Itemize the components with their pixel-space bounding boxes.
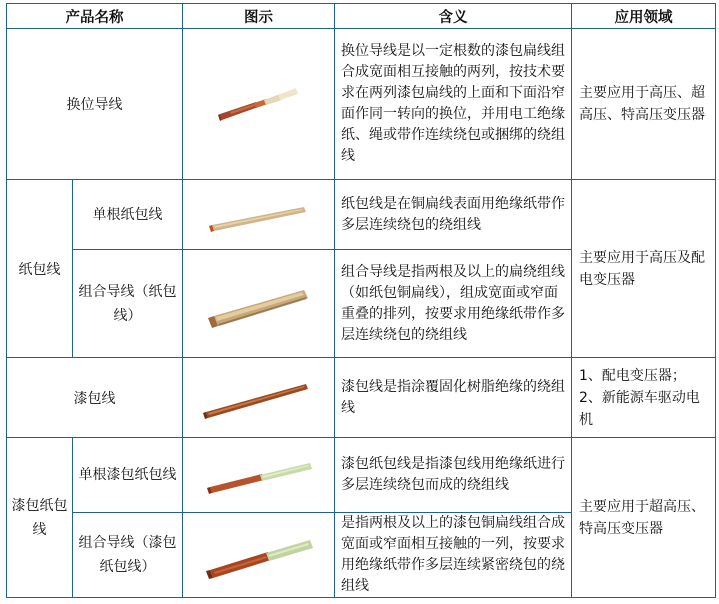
product-name-enameled-paper-combined: 组合导线（漆包纸包线） (73, 513, 183, 598)
product-name-paper-single: 单根纸包线 (73, 180, 183, 250)
table-row-transposed (7, 29, 716, 180)
application-enameled-line-2: 2、新能源车驱动电机 (579, 389, 700, 428)
group-name-enameled-paper: 漆包纸包线 (7, 438, 73, 598)
application-paper: 主要应用于高压及配电变压器 (572, 180, 716, 358)
table-row-paper-single (7, 180, 716, 250)
header-row (7, 4, 716, 29)
table-row-enameled (7, 358, 716, 438)
header-meaning: 含义 (335, 4, 572, 29)
enameled-wire-photo-icon (184, 368, 334, 428)
paper-covered-wire-photo-icon (184, 185, 334, 245)
meaning-transposed: 换位导线是以一定根数的漆包扁线组合成宽面相互接触的两列，按技术要求在两列漆包扁线的上面和下面沿窄面作同一转向的换位，并用电工绝缘纸、绳或带作连续绕包或捆绑的绕组线 (335, 29, 572, 180)
image-cell-paper-single (183, 180, 335, 250)
product-name-enameled-paper-single: 单根漆包纸包线 (73, 438, 183, 513)
header-application: 应用领域 (572, 4, 716, 29)
header-product-name: 产品名称 (7, 4, 183, 29)
application-enameled-paper: 主要应用于超高压、特高压变压器 (572, 438, 716, 598)
header-image: 图示 (183, 4, 335, 29)
image-cell-enameled-paper-single (183, 438, 335, 513)
meaning-enameled: 漆包线是指涂覆固化树脂绝缘的绕组线 (335, 358, 572, 438)
enameled-paper-wire-photo-icon (184, 445, 334, 505)
combined-paper-wire-photo-icon (184, 264, 334, 344)
image-cell-transposed (183, 29, 335, 180)
application-transposed: 主要应用于高压、超高压、特高压变压器 (572, 29, 716, 180)
table-row-enameled-paper-single (7, 438, 716, 513)
transposed-conductor-photo-icon (184, 74, 334, 134)
group-name-paper: 纸包线 (7, 180, 73, 358)
image-cell-enameled (183, 358, 335, 438)
combined-enameled-paper-wire-photo-icon (184, 520, 334, 590)
meaning-paper-combined: 组合导线是指两根及以上的扁绕组线（如纸包铜扁线），组成宽面或窄面重叠的排列，按要求用绝缘纸带作多层连续绕包的绕组线 (335, 250, 572, 358)
product-name-transposed: 换位导线 (7, 29, 183, 180)
product-table (6, 3, 716, 598)
application-enameled (572, 358, 716, 438)
image-cell-enameled-paper-combined (183, 513, 335, 598)
meaning-paper-single: 纸包线是在铜扁线表面用绝缘纸带作多层连续绕包的绕组线 (335, 180, 572, 250)
image-cell-paper-combined (183, 250, 335, 358)
meaning-enameled-paper-single: 漆包纸包线是指漆包线用绝缘纸进行多层连续绕包而成的绕组线 (335, 438, 572, 513)
meaning-enameled-paper-combined: 是指两根及以上的漆包铜扁线组合成宽面或窄面相互接触的一列，按要求用绝缘纸带作多层连续紧密绕包的绕组线 (335, 513, 572, 598)
application-enameled-line-1: 1、配电变压器； (579, 367, 686, 384)
product-name-enameled: 漆包线 (7, 358, 183, 438)
product-name-paper-combined: 组合导线（纸包线） (73, 250, 183, 358)
